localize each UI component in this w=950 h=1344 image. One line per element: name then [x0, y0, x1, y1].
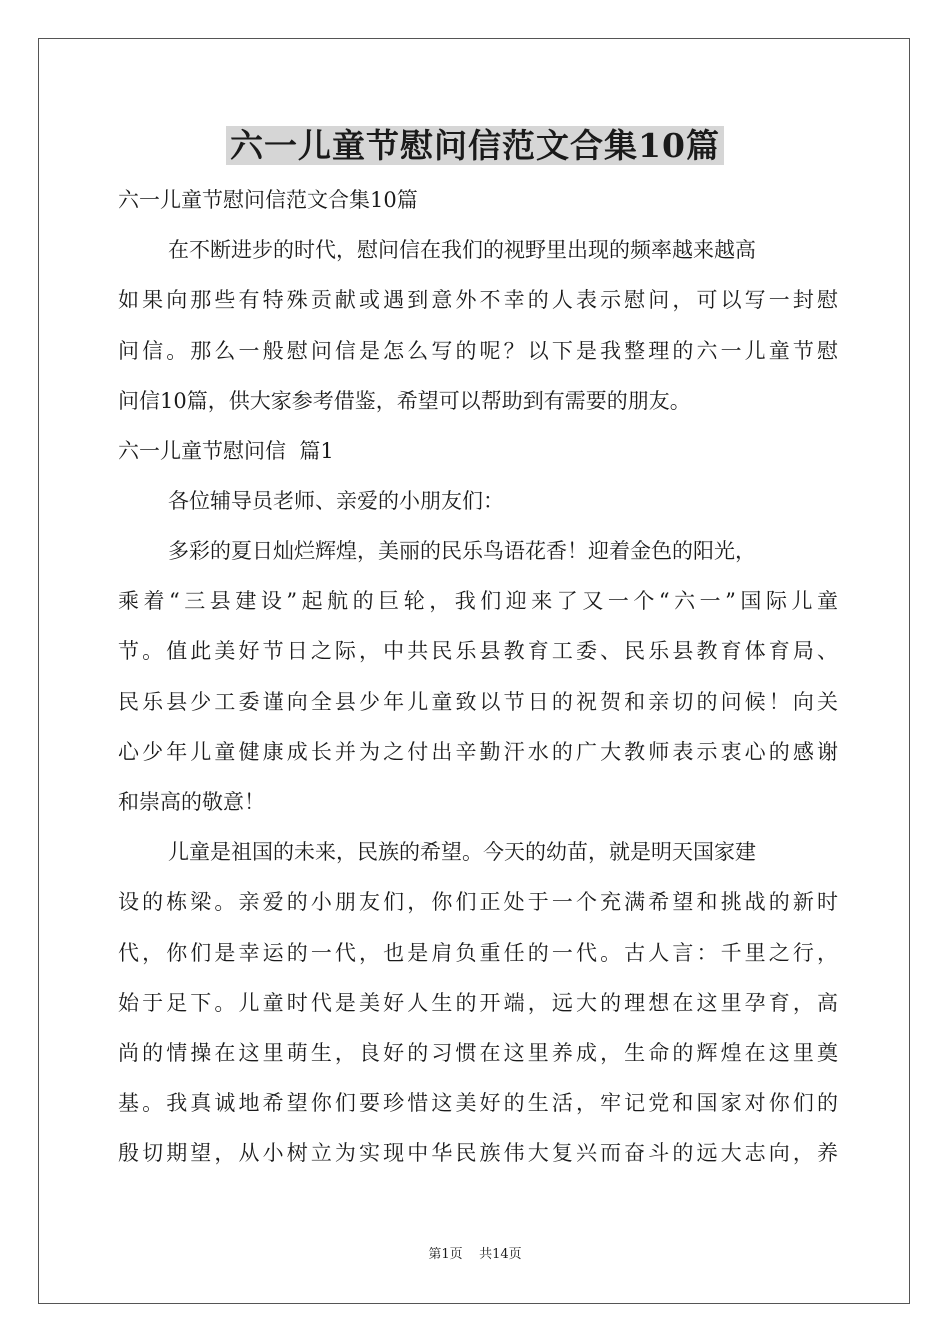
paragraph-line: 儿童是祖国的未来，民族的希望。今天的幼苗，就是明天国家建 [168, 840, 756, 864]
document-title [0, 124, 950, 168]
paragraph-line: 设的栋梁。亲爱的小朋友们，你们正处于一个充满希望和挑战的新时 [118, 890, 838, 914]
paragraph-line: 如果向那些有特殊贡献或遇到意外不幸的人表示慰问，可以写一封慰 [118, 288, 838, 312]
document-title-text: 六一儿童节慰问信范文合集10篇 [226, 126, 724, 165]
paragraph-line: 乘着“三县建设”起航的巨轮，我们迎来了又一个“六一”国际儿童 [118, 589, 838, 613]
paragraph-line: 问信。那么一般慰问信是怎么写的呢？以下是我整理的六一儿童节慰 [118, 339, 838, 363]
paragraph-line: 基。我真诚地希望你们要珍惜这美好的生活，牢记党和国家对你们的 [118, 1091, 838, 1115]
paragraph-line: 代，你们是幸运的一代，也是肩负重任的一代。古人言：千里之行， [118, 941, 838, 965]
paragraph-line: 节。值此美好节日之际，中共民乐县教育工委、民乐县教育体育局、 [118, 639, 838, 663]
section-heading: 六一儿童节慰问信 篇1 [118, 439, 334, 463]
paragraph-line: 和崇高的敬意！ [118, 790, 265, 814]
paragraph-line: 民乐县少工委谨向全县少年儿童致以节日的祝贺和亲切的问候！向关 [118, 690, 838, 714]
paragraph-line: 尚的情操在这里萌生，良好的习惯在这里养成，生命的辉煌在这里奠 [118, 1041, 838, 1065]
paragraph-line: 在不断进步的时代，慰问信在我们的视野里出现的频率越来越高 [168, 238, 756, 262]
salutation-line: 各位辅导员老师、亲爱的小朋友们： [168, 489, 504, 513]
paragraph-line: 多彩的夏日灿烂辉煌，美丽的民乐鸟语花香！迎着金色的阳光， [168, 539, 756, 563]
paragraph-line: 问信10篇，供大家参考借鉴，希望可以帮助到有需要的朋友。 [118, 389, 691, 413]
paragraph-line: 始于足下。儿童时代是美好人生的开端，远大的理想在这里孕育，高 [118, 991, 838, 1015]
page-number-footer: 第1页 共14页 [428, 1247, 522, 1262]
paragraph-line: 殷切期望，从小树立为实现中华民族伟大复兴而奋斗的远大志向，养 [118, 1141, 838, 1165]
paragraph-line: 心少年儿童健康成长并为之付出辛勤汗水的广大教师表示衷心的感谢 [118, 740, 838, 764]
document-subtitle: 六一儿童节慰问信范文合集10篇 [118, 188, 418, 212]
